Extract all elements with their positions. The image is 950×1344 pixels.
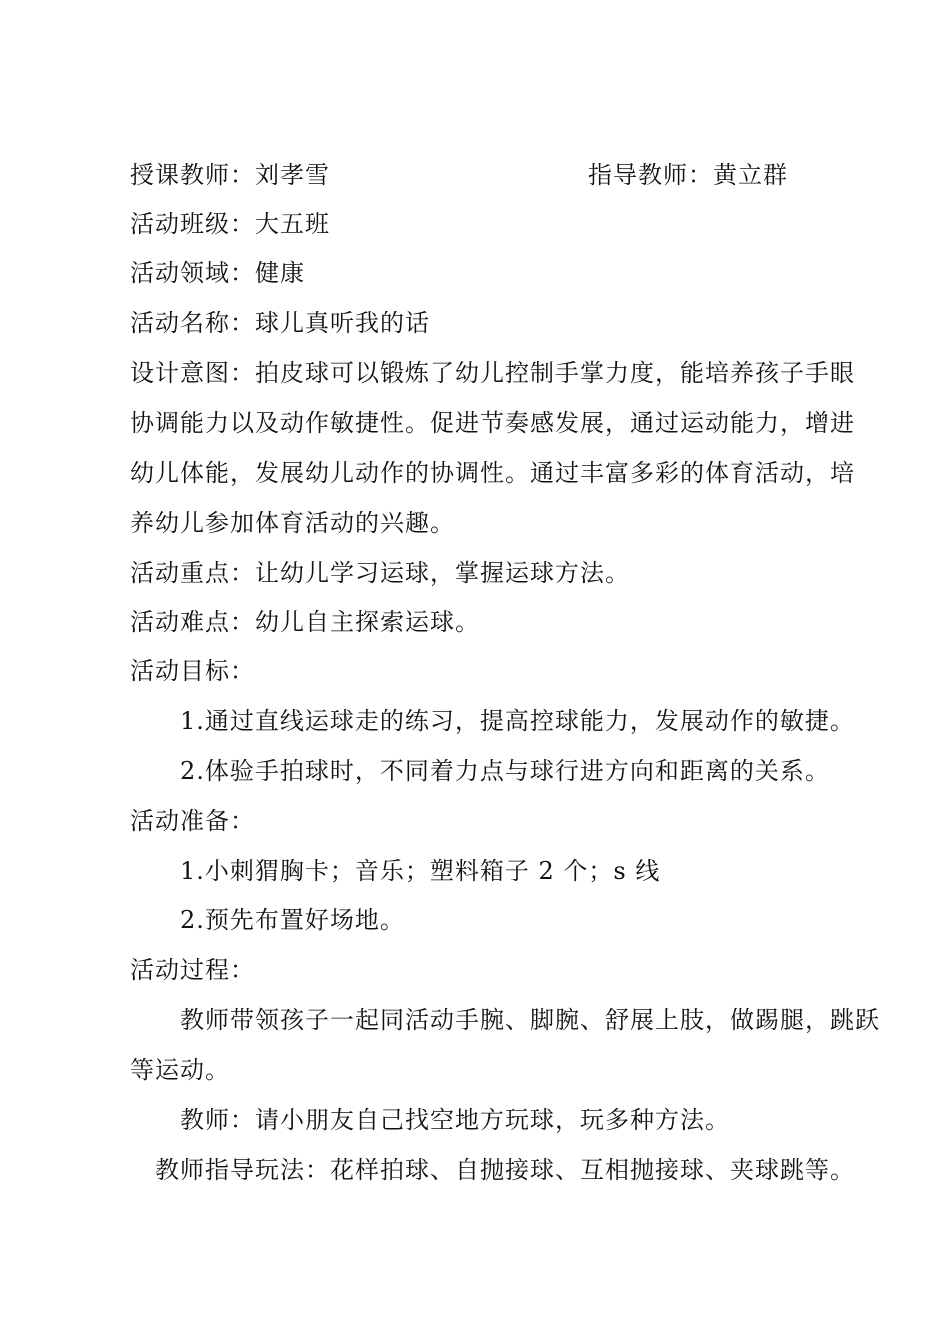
difficulty-line: 活动难点：幼儿自主探索运球。 — [130, 608, 480, 636]
teacher-line: 授课教师：刘孝雪 — [130, 161, 330, 189]
preparation-item-2: 2.预先布置好场地。 — [180, 906, 405, 934]
preparation-title: 活动准备： — [130, 807, 255, 835]
activity-name-line: 活动名称：球儿真听我的话 — [130, 309, 430, 337]
guide-teacher-line: 指导教师：黄立群 — [588, 161, 788, 189]
domain-line: 活动领域：健康 — [130, 259, 305, 287]
goals-title: 活动目标： — [130, 657, 255, 685]
process-para3: 教师指导玩法：花样拍球、自抛接球、互相抛接球、夹球跳等。 — [155, 1156, 855, 1184]
key-point-line: 活动重点：让幼儿学习运球，掌握运球方法。 — [130, 559, 630, 587]
goal-item-2: 2.体验手拍球时，不同着力点与球行进方向和距离的关系。 — [180, 757, 830, 785]
intent-line-2: 协调能力以及动作敏捷性。促进节奏感发展，通过运动能力，增进 — [130, 409, 855, 437]
process-para1-line1: 教师带领孩子一起同活动手腕、脚腕、舒展上肢，做踢腿，跳跃 — [180, 1006, 880, 1034]
goal-item-1: 1.通过直线运球走的练习，提高控球能力，发展动作的敏捷。 — [180, 707, 855, 735]
intent-line-1: 设计意图：拍皮球可以锻炼了幼儿控制手掌力度，能培养孩子手眼 — [130, 359, 855, 387]
preparation-item-1: 1.小刺猬胸卡；音乐；塑料箱子 2 个；s 线 — [180, 857, 661, 885]
intent-line-3: 幼儿体能，发展幼儿动作的协调性。通过丰富多彩的体育活动，培 — [130, 459, 855, 487]
class-line: 活动班级：大五班 — [130, 210, 330, 238]
process-title: 活动过程： — [130, 956, 255, 984]
intent-line-4: 养幼儿参加体育活动的兴趣。 — [130, 509, 455, 537]
process-para2: 教师：请小朋友自己找空地方玩球，玩多种方法。 — [180, 1106, 730, 1134]
process-para1-line2: 等运动。 — [130, 1056, 230, 1084]
